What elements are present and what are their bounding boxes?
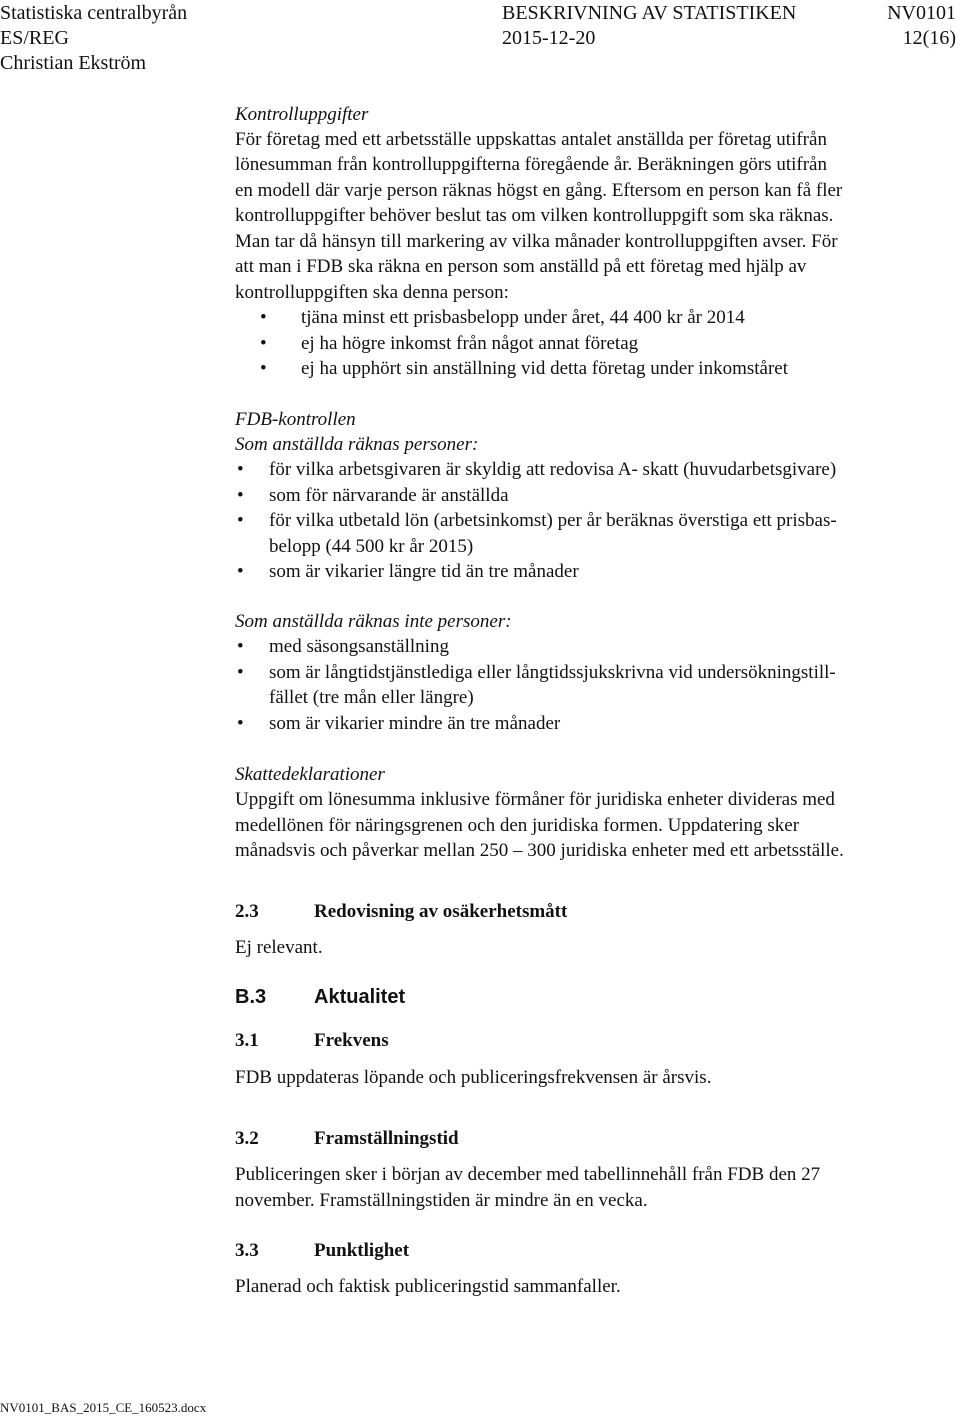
bullet-icon: • [237, 510, 244, 531]
section-text: Publiceringen sker i början av december med tabellinnehåll från FDB den 27 [235, 1164, 821, 1185]
fdb-bullet-continuation: fället (tre mån eller längre) [269, 687, 474, 708]
kontroll-heading: Kontrolluppgifter [235, 104, 369, 125]
fdb-bullet: för vilka arbetsgivaren är skyldig att redovisa A- skatt (huvudarbetsgivare) [269, 459, 837, 480]
fdb-bullet: för vilka utbetald lön (arbetsinkomst) per år beräknas överstiga ett prisbas- [269, 510, 837, 531]
section-title: Framställningstid [314, 1128, 459, 1149]
kontroll-line: en modell där varje person räknas högst en gång. Eftersom en person kan få fler [235, 180, 843, 201]
bullet-icon: • [237, 662, 244, 683]
bullet-icon: • [260, 358, 267, 379]
kontroll-line: Man tar då hänsyn till markering av vilka månader kontrolluppgiften avser. För [235, 231, 838, 252]
section-text: Ej relevant. [235, 937, 323, 958]
header-doc-code: NV0101 [887, 2, 956, 24]
kontroll-line: att man i FDB ska räkna en person som anställd på ett företag med hjälp av [235, 256, 807, 277]
header-date: 2015-12-20 [502, 27, 596, 49]
section-number: 3.3 [235, 1240, 259, 1261]
kontroll-line: kontrolluppgifter behöver beslut tas om vilken kontrolluppgift som ska räknas. [235, 205, 834, 226]
section-number: 3.1 [235, 1030, 259, 1051]
header-page-number: 12(16) [902, 27, 956, 49]
kontroll-bullet: ej ha högre inkomst från något annat företag [301, 333, 639, 354]
bullet-icon: • [237, 713, 244, 734]
header-org: Statistiska centralbyrån [0, 2, 188, 24]
section-title: Punktlighet [314, 1240, 410, 1261]
skatt-line: medellönen för näringsgrenen och den juridiska formen. Uppdatering sker [235, 815, 800, 836]
fdb-bullet-continuation: belopp (44 500 kr år 2015) [269, 536, 474, 557]
bullet-icon: • [260, 333, 267, 354]
section-number: 3.2 [235, 1128, 259, 1149]
section-text: Planerad och faktisk publiceringstid sammanfaller. [235, 1276, 621, 1297]
section-title: Frekvens [314, 1030, 389, 1051]
fdb-bullet: som för närvarande är anställda [269, 485, 509, 506]
bullet-icon: • [260, 307, 267, 328]
section-number: 2.3 [235, 901, 259, 922]
fdb-bullet: med säsongsanställning [269, 636, 449, 657]
skatt-line: månadsvis och påverkar mellan 250 – 300 juridiska enheter med ett arbetsställe. [235, 840, 844, 861]
header-author: Christian Ekström [0, 52, 147, 74]
kontroll-line: lönesumman från kontrolluppgifterna föregående år. Beräkningen görs utifrån [235, 154, 827, 175]
fdb-bullet: som är vikarier mindre än tre månader [269, 713, 561, 734]
header-unit: ES/REG [0, 27, 69, 49]
kontroll-bullet: ej ha upphört sin anställning vid detta företag under inkomståret [301, 358, 789, 379]
section-title: Redovisning av osäkerhetsmått [314, 901, 568, 922]
fdb-subheading-counted: Som anställda räknas personer: [235, 434, 479, 455]
bullet-icon: • [237, 561, 244, 582]
skatt-line: Uppgift om lönesumma inklusive förmåner för juridiska enheter divideras med [235, 789, 835, 810]
chapter-title: Aktualitet [314, 986, 406, 1008]
fdb-bullet: som är vikarier längre tid än tre månader [269, 561, 579, 582]
fdb-heading: FDB-kontrollen [235, 409, 356, 430]
footer-filename: NV0101_BAS_2015_CE_160523.docx [0, 1400, 207, 1415]
section-text: november. Framställningstiden är mindre än en vecka. [235, 1190, 648, 1211]
skatt-heading: Skattedeklarationer [235, 764, 385, 785]
kontroll-line: För företag med ett arbetsställe uppskattas antalet anställda per företag utifrån [235, 129, 827, 150]
fdb-subheading-not-counted: Som anställda räknas inte personer: [235, 611, 512, 632]
kontroll-bullet: tjäna minst ett prisbasbelopp under året, 44 400 kr år 2014 [301, 307, 745, 328]
bullet-icon: • [237, 459, 244, 480]
fdb-bullet: som är långtidstjänstlediga eller långtidssjukskrivna vid undersökningstill- [269, 662, 836, 683]
section-text: FDB uppdateras löpande och publiceringsfrekvensen är årsvis. [235, 1067, 712, 1088]
header-doc-title: BESKRIVNING AV STATISTIKEN [502, 2, 797, 24]
bullet-icon: • [237, 636, 244, 657]
chapter-number: B.3 [235, 986, 267, 1008]
kontroll-line: kontrolluppgiften ska denna person: [235, 282, 509, 303]
bullet-icon: • [237, 485, 244, 506]
